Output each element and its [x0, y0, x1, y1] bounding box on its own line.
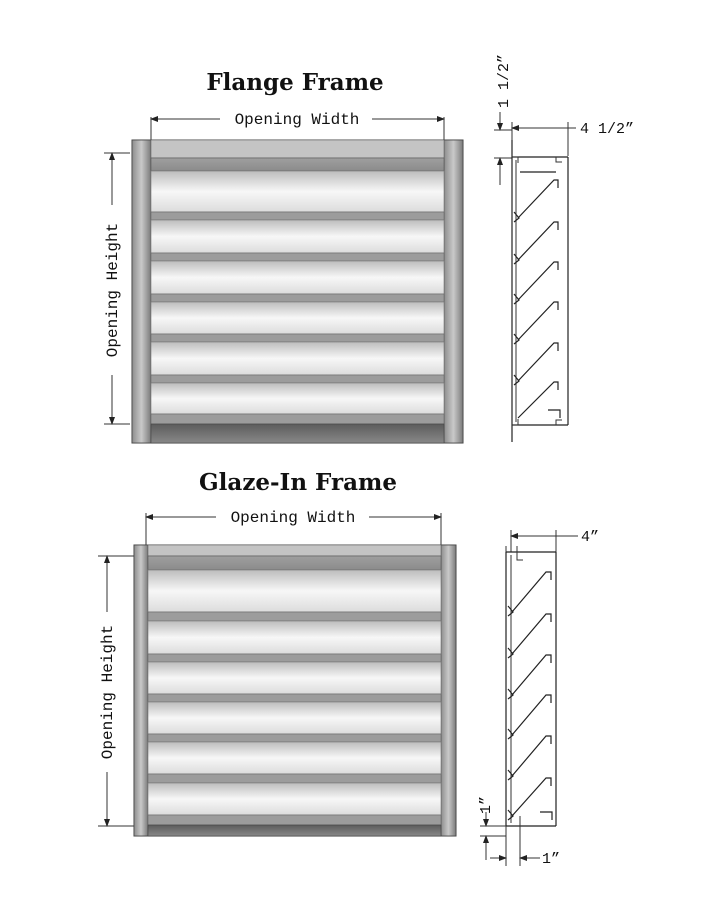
- glaze-louver-front-view: [134, 545, 456, 836]
- flange-louver-front-view: [132, 140, 463, 443]
- glaze-lip-horizontal-label: 1”: [542, 851, 561, 868]
- flange-flange-label: 1 1/2”: [496, 53, 513, 108]
- flange-frame-title: Flange Frame: [206, 69, 384, 96]
- glaze-in-frame-title: Glaze-In Frame: [199, 469, 397, 496]
- flange-louver-side-section: [512, 140, 568, 442]
- glaze-opening-width-dimension: [146, 509, 441, 545]
- glaze-depth-label: 4”: [581, 529, 600, 546]
- flange-frame-section: [104, 54, 634, 443]
- glaze-frame-depth-dimension: [511, 529, 599, 552]
- flange-depth-dimension: [494, 54, 513, 185]
- flange-opening-height-dimension: [104, 153, 130, 424]
- glaze-louver-side-section: [506, 546, 556, 826]
- glaze-opening-height-dimension: [98, 556, 134, 826]
- flange-frame-depth-dimension: [512, 121, 634, 156]
- glaze-opening-width-label: Opening Width: [230, 509, 356, 527]
- glaze-lip-vertical-label: 1”: [478, 795, 495, 815]
- glaze-lip-horizontal-dimension: [490, 826, 560, 868]
- flange-opening-width-dimension: [151, 111, 444, 140]
- glaze-side-blades: [508, 572, 552, 820]
- flange-opening-width-label: Opening Width: [234, 111, 360, 129]
- glaze-in-frame-section: [98, 469, 599, 868]
- glaze-lip-vertical-dimension: [478, 796, 506, 860]
- glaze-opening-height-label: Opening Height: [99, 624, 117, 760]
- flange-side-blades: [514, 172, 560, 418]
- flange-depth-label: 4 1/2”: [580, 121, 635, 138]
- flange-opening-height-label: Opening Height: [104, 222, 122, 358]
